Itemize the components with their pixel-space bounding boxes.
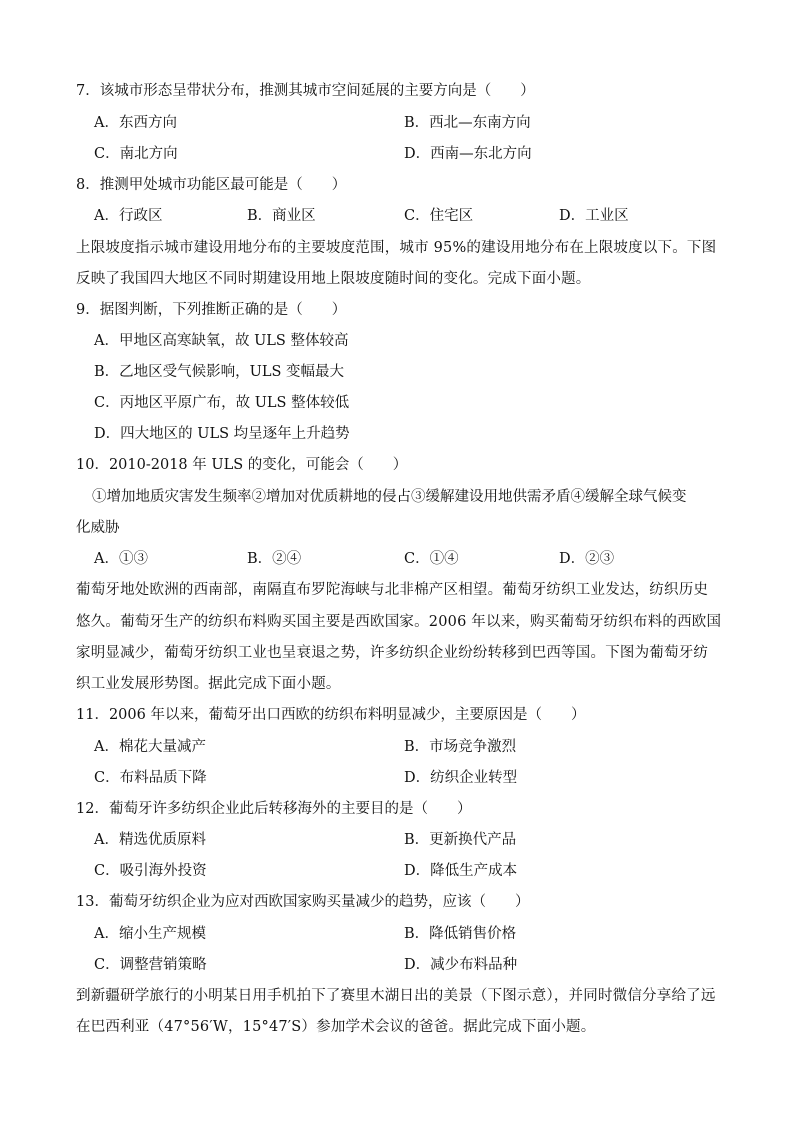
passage2-line-1: 葡萄牙地处欧洲的西南部，南隔直布罗陀海峡与北非棉产区相望。葡萄牙纺织工业发达，纺织历史 <box>76 582 709 598</box>
q11-option-b: B．市场竞争激烈 <box>404 739 517 755</box>
q12-option-c: C．吸引海外投资 <box>94 863 207 879</box>
q9-option-b: B．乙地区受气候影响，ULS 变幅最大 <box>94 364 345 380</box>
q10-items-line-2: 化威胁 <box>76 520 120 536</box>
q10-option-a: A．①③ <box>94 551 148 567</box>
q10-items-line-1: ①增加地质灾害发生频率②增加对优质耕地的侵占③缓解建设用地供需矛盾④缓解全球气候变 <box>92 489 687 505</box>
q13-stem: 13．葡萄牙纺织企业为应对西欧国家购买量减少的趋势，应该（ ） <box>76 894 530 910</box>
q13-option-b: B．降低销售价格 <box>404 926 517 942</box>
q9-option-a: A．甲地区高寒缺氧，故 ULS 整体较高 <box>94 333 349 349</box>
q8-option-a: A．行政区 <box>94 208 163 224</box>
passage2-line-3: 家明显减少，葡萄牙纺织工业也呈衰退之势，许多纺织企业纷纷转移到巴西等国。下图为葡萄牙纺 <box>76 645 709 661</box>
passage3-line-1: 到新疆研学旅行的小明某日用手机拍下了赛里木湖日出的美景（下图示意），并同时微信分享给了远 <box>76 988 716 1004</box>
passage2-line-4: 织工业发展形势图。据此完成下面小题。 <box>76 676 341 692</box>
q7-option-a: A．东西方向 <box>94 115 177 131</box>
q7-option-c: C．南北方向 <box>94 146 178 162</box>
q10-option-d: D．②③ <box>559 551 615 567</box>
q11-option-c: C．布料品质下降 <box>94 770 207 786</box>
q12-option-a: A．精选优质原料 <box>94 832 206 848</box>
q12-stem: 12．葡萄牙许多纺织企业此后转移海外的主要目的是（ ） <box>76 801 472 817</box>
q13-option-d: D．减少布料品种 <box>404 957 518 973</box>
q9-stem: 9．据图判断，下列推断正确的是（ ） <box>76 302 347 318</box>
q7-stem: 7．该城市形态呈带状分布，推测其城市空间延展的主要方向是（ ） <box>76 83 535 99</box>
q8-stem: 8．推测甲处城市功能区最可能是（ ） <box>76 177 347 193</box>
q8-option-d: D．工业区 <box>559 208 629 224</box>
q12-option-b: B．更新换代产品 <box>404 832 517 848</box>
q9-option-c: C．丙地区平原广布，故 ULS 整体较低 <box>94 395 350 411</box>
q11-stem: 11．2006 年以来，葡萄牙出口西欧的纺织布料明显减少，主要原因是（ ） <box>76 707 586 723</box>
q11-option-d: D．纺织企业转型 <box>404 770 518 786</box>
q7-option-b: B．西北—东南方向 <box>404 115 531 131</box>
q10-stem: 10．2010-2018 年 ULS 的变化，可能会（ ） <box>76 457 408 473</box>
passage2-line-2: 悠久。葡萄牙生产的纺织布料购买国主要是西欧国家。2006 年以来，购买葡萄牙纺织布料的西欧国 <box>76 614 722 630</box>
q12-option-d: D．降低生产成本 <box>404 863 518 879</box>
q8-option-b: B．商业区 <box>247 208 316 224</box>
passage3-line-2: 在巴西利亚（47°56′W，15°47′S）参加学术会议的爸爸。据此完成下面小题。 <box>76 1019 596 1035</box>
q11-option-a: A．棉花大量减产 <box>94 739 206 755</box>
passage1-line-2: 反映了我国四大地区不同时期建设用地上限坡度随时间的变化。完成下面小题。 <box>76 271 591 287</box>
q13-option-c: C．调整营销策略 <box>94 957 207 973</box>
passage1-line-1: 上限坡度指示城市建设用地分布的主要坡度范围，城市 95%的建设用地分布在上限坡度以下。下图 <box>76 240 717 256</box>
q10-option-b: B．②④ <box>247 551 302 567</box>
q8-option-c: C．住宅区 <box>404 208 474 224</box>
q9-option-d: D．四大地区的 ULS 均呈逐年上升趋势 <box>94 426 350 442</box>
q7-option-d: D．西南—东北方向 <box>404 146 532 162</box>
q10-option-c: C．①④ <box>404 551 459 567</box>
q13-option-a: A．缩小生产规模 <box>94 926 206 942</box>
